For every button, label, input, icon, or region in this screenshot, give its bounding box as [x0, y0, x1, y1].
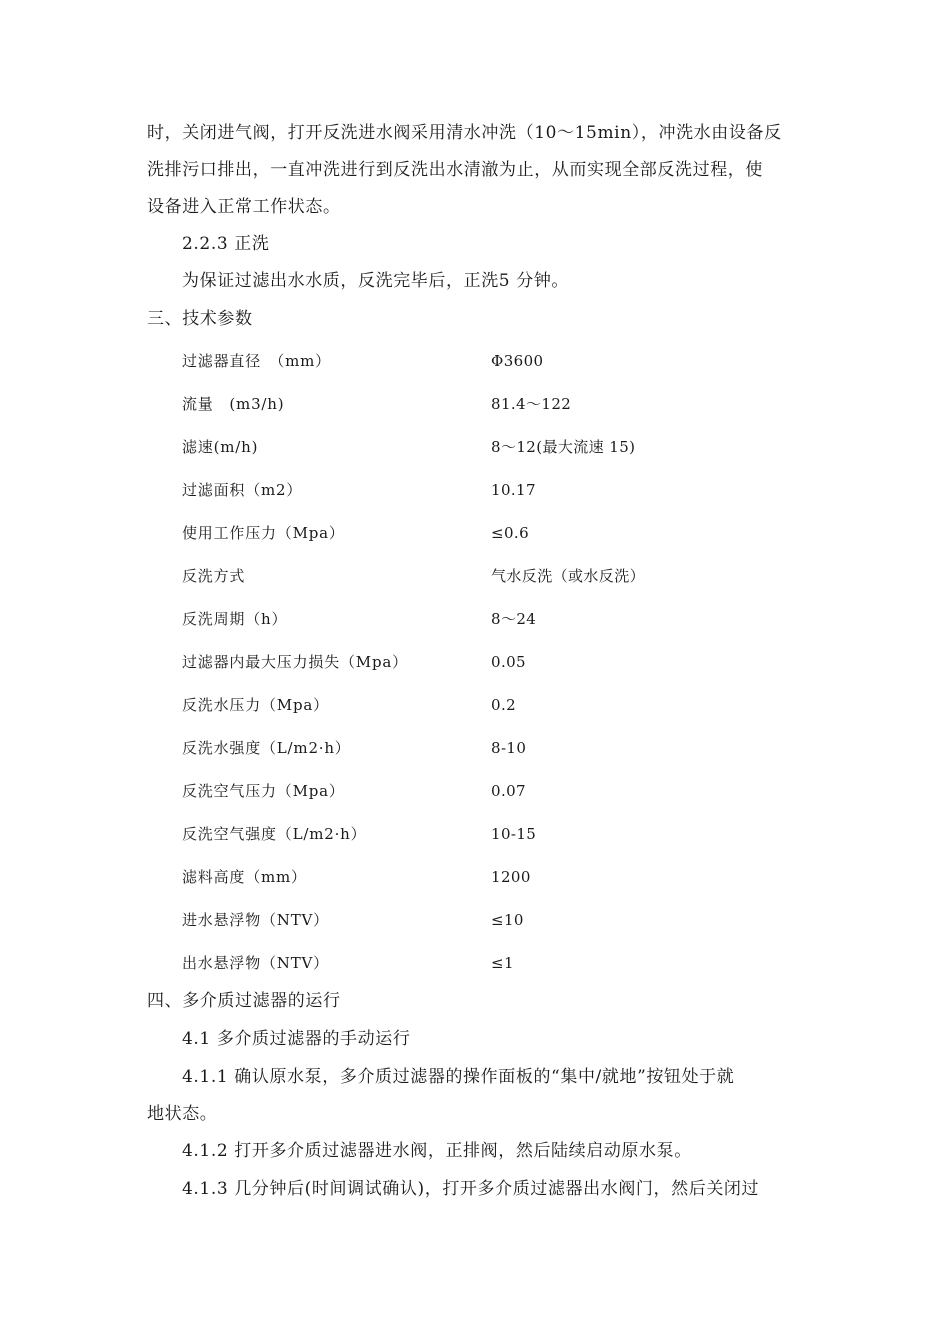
subsection-heading-4-1: 4.1 多介质过滤器的手动运行	[182, 1029, 411, 1049]
param-name: 滤速(m/h)	[182, 438, 259, 456]
param-value: ≤1	[491, 954, 514, 972]
paragraph-line: 4.1.1 确认原水泵，多介质过滤器的操作面板的“集中/就地”按钮处于就	[182, 1067, 735, 1087]
param-name: 反洗周期（h）	[182, 610, 288, 628]
param-name: 过滤器内最大压力损失（Mpa）	[182, 653, 408, 671]
param-row	[182, 435, 802, 478]
paragraph-line: 为保证过滤出水水质，反洗完毕后，正洗5 分钟。	[182, 271, 570, 291]
param-name: 过滤器直径 （mm）	[182, 352, 331, 370]
paragraph-line: 4.1.2 打开多介质过滤器进水阀，正排阀，然后陆续启动原水泵。	[182, 1141, 692, 1161]
param-name: 反洗空气压力（Mpa）	[182, 782, 345, 800]
paragraph-line: 洗排污口排出，一直冲洗进行到反洗出水清澈为止，从而实现全部反洗过程，使	[147, 160, 763, 180]
param-row	[182, 564, 802, 607]
param-row	[182, 736, 802, 779]
param-row	[182, 822, 802, 865]
param-row	[182, 392, 802, 435]
param-name: 反洗水强度（L/m2·h）	[182, 739, 351, 757]
param-name: 使用工作压力（Mpa）	[182, 524, 345, 542]
param-name: 流量 (m3/h)	[182, 395, 285, 413]
param-name: 反洗方式	[182, 567, 246, 585]
param-name: 进水悬浮物（NTV）	[182, 911, 329, 929]
param-row	[182, 865, 802, 908]
param-row	[182, 951, 802, 994]
param-row	[182, 650, 802, 693]
param-row	[182, 908, 802, 951]
param-value: 8-10	[491, 739, 527, 757]
param-value: ≤10	[491, 911, 524, 929]
paragraph-line: 时，关闭进气阀，打开反洗进水阀采用清水冲洗（10～15min），冲洗水由设备反	[147, 123, 782, 143]
subsection-heading-2-2-3: 2.2.3 正洗	[182, 234, 270, 254]
param-value: Φ3600	[491, 352, 544, 370]
param-value: 8～12(最大流速 15)	[491, 438, 636, 456]
param-value: 81.4～122	[491, 395, 572, 413]
param-row	[182, 607, 802, 650]
param-value: 10-15	[491, 825, 537, 843]
param-name: 出水悬浮物（NTV）	[182, 954, 329, 972]
technical-parameters-list	[182, 349, 802, 994]
param-name: 反洗空气强度（L/m2·h）	[182, 825, 367, 843]
paragraph-line: 地状态。	[147, 1104, 218, 1124]
param-row	[182, 693, 802, 736]
paragraph-line: 4.1.3 几分钟后(时间调试确认)，打开多介质过滤器出水阀门，然后关闭过	[182, 1179, 760, 1199]
param-value: 0.2	[491, 696, 517, 714]
param-value: 0.05	[491, 653, 526, 671]
param-row	[182, 478, 802, 521]
section-heading-technical-params: 三、技术参数	[147, 309, 253, 329]
param-value: 1200	[491, 868, 531, 886]
section-heading-operation: 四、多介质过滤器的运行	[147, 991, 341, 1011]
param-row	[182, 779, 802, 822]
param-row	[182, 521, 802, 564]
param-value: 气水反洗（或水反洗）	[491, 567, 646, 585]
paragraph-line: 设备进入正常工作状态。	[147, 197, 341, 217]
param-value: ≤0.6	[491, 524, 530, 542]
param-row	[182, 349, 802, 392]
param-value: 0.07	[491, 782, 526, 800]
param-value: 10.17	[491, 481, 536, 499]
param-name: 过滤面积（m2）	[182, 481, 303, 499]
param-name: 滤料高度（mm）	[182, 868, 307, 886]
param-name: 反洗水压力（Mpa）	[182, 696, 329, 714]
param-value: 8～24	[491, 610, 537, 628]
